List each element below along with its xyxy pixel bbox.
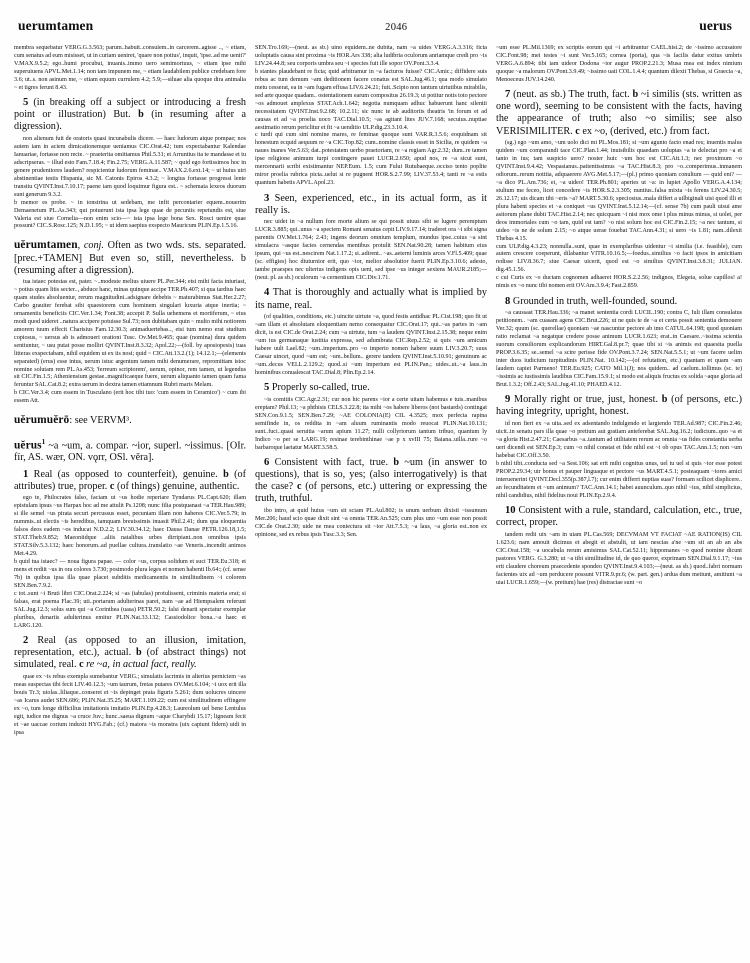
- sense-text: (in breaking off a subject or introducing a fresh point or illustration) But.: [14, 97, 246, 121]
- citation-block: id non fieri ex ~a uita..sed ex adsentando indulgendo et largiendo TER.Ad.987; CIC.Fin.2.46; uicit..in senatu pars illa quae ~o pretium aut gratiam anteferebat SAL.Jug.16.2; iudicium..quo ~a et ~a gloria Hist.2.47.21; Caesarbus ~a..tantum ad utilitatem rerum ac omnia ~us fides constantia uerba ueri dicendi est SEN.Ep.3; cum ~o nihil constat et fide nihil est ~i ob opus TAC.Ann.1.5; non ~um habebat CIC.Off.3.50.: [496, 421, 742, 459]
- citation-block: b stantes plaudebant re ficta; quid arbitramur in ~a facturos fuisse? CIC.Amic.; diffidere suis rebus ac tum demum ~am deditionem facere conatus est SAL.Jug.46.1; qua modo simulato metu cesserat, ea in ~am fugam effusa LIV.6.24.21; fuit..Scipio non tantum uirtutibus mirabilis, sed arte quoque quadam.. ostentationem earum compositus 26.19.3; ui potitur notis toto pectore ~os admouet amplexus STAT.Ach.1.642; negotia numquam adhuc habuerunt hanc silentii necessitatem QVINT.Inst.9.2.68; 10.2.11; sic nunc te ab auditoriis theatris 'in forum et ad causas et ad ~a proelia uoco TAC.Dial.10.5; ~as agitant lites JUV.7.168; secuius..nuptiae aestimatio rerum periclitur et fit ~a uenditio ULP.dig.23.3.10.4.: [255, 68, 487, 131]
- citation-block: tandem redii uix ~am in uiam PL.Cas.569; DECVMAM VT FACIAT ~AE RATION(IS) CIL 1.623.6; nam amouit dicimus et abegit et abstulit, ut iam nescias a'ne ~um sit an ab an abs CIC.Orat.158; ~a uocabula rerum amisimus SAL.Cat.52.11; hippomanes ~o quod nomine dicunt pastores VERG. G.3.280; ut ~a tibi similitudine id, de quo queror, exprimam SEN.Dial.9.1.17; ~ius erit claudere choreum praecedente spondeo QVINT.Inst.9.4.103;—(neut. as sb.) quod..fabri normam facientes uix ad ~um perducere possunt VITR.9.pr.6; (w. part. gen.) ardua dum metiunt, amittunt ~a uiai LUCR.1.659;—(w. pretium) hae (res) distractae sunt ~o: [496, 531, 742, 586]
- sense-number: 1: [23, 468, 29, 480]
- subsense-text: ex ~o, (derived, etc.) from fact.: [582, 125, 710, 137]
- sense-text: Grounded in truth, well-founded, sound.: [512, 295, 678, 307]
- sense-text: Consistent with a rule, standard, calculation, etc., true, correct, proper.: [496, 505, 742, 529]
- headword-comma: ,: [77, 240, 81, 252]
- sense-number: 3: [264, 192, 270, 204]
- headword-text: uĕrumuĕrō: [14, 414, 70, 427]
- dictionary-entry-headword: [14, 414, 246, 427]
- sense-number: 4: [264, 287, 270, 299]
- sense-text: Real (as opposed to counterfeit), genuine.: [33, 468, 218, 480]
- sense-entry: [14, 97, 246, 133]
- sense-entry: [14, 635, 246, 671]
- running-head-right: uerus: [699, 18, 732, 33]
- running-head: [18, 18, 732, 38]
- subsense-letter: b: [223, 468, 229, 480]
- subsense-letter: b: [136, 647, 142, 659]
- subsense-letter: b: [138, 109, 144, 121]
- page-number: 2046: [385, 22, 408, 33]
- sense-number: 7: [505, 89, 511, 101]
- citation-block: b nihil tibi..conducta sed ~a Sest.106; sat erit mihi cognitus unus, uel tu uel si quis ~ior esse potest PROP.2.29.34; uir bonus et pauper linguaque et pectore ~us MART.4.5.1; posteaquam ~iores amici interuenerint QVINT.Decl.355(p.387,l.7); cur enim differri nuptias suas? formam scilicet displicere.. an fecunditatem et ~um animum? TAC.Ann.14.1; habet auunculum..quo nihil ~ius, nihil simplicius, nihil candidius, nihil fidelius noui PLIN.Ep.2.9.4.: [496, 460, 742, 499]
- citation-block: (sg.) ego ~um amo, ~um uolo dici mi PL.Mos.181; si ~um agunto facto enad res; inuentis malus quidem ~um comparandi tace CIC.Plan.1.44; inuisibilis quaedam uoluptas ~a te delectat pro ~a et tanto in ius; tam suspicio uero? noster huic ~um hoc est CIC.Att.1.3; nec proximum ~o QVINT.Inst.9.4.42; Vespasianus..patientissimus ~a TAC.Hist.8.3; pro ~o..comperimus..inmanem odiorum..rerum notitia, adquaerere AVG.Met.5.17;—(pl.) primo quoniam conultum — quid eni? — ~a dico PL.Am.736; ei, ~a uideo! TER.Ph.801; aperies ut ~a: in lupiet Apollo VERG.A.4.134; stultum me feceo, licet concedere ~is HOR.S.2.3.305; nuntius..falsa mixta ~is ferens LIV.24.30.5; 26.12.17; uis dicam tibi ~eris ~a? MART.5.30.6; speciosius..mala differt a uilbiginali uisi quod illi et plura habent species et ~a coniquet ~us QVINT.Inst.5.12.14;—(cf. sense 7b) cum pauli uisui ame asitorum plane dubii TAC.Hist.2.14; nec quicquam ~i nisi mox ome i plus minus minus, si uolet, per deos immortales cum ~o tam, quid est tam? ~o nisi solum hoc est CIC.Fin.2.15; ~a nec tantum, si uideo ~is ne de solum 2.15; ~o atque uerae fouebat TAC.Ann.4.31; si uero ~is 1.81; nam..dilexit Thebas 4.15.: [496, 140, 742, 242]
- subsense-text: (in resuming after a digression).: [14, 109, 246, 133]
- citation-block: quae ex ~is rebus exempla sumebantur VERG.; simulatis lacrimis in alterius perniciem ~as meas suspectas tibi fecit LIV.40.12.3; ~um taurum, fretas putares OV.Met.6.104; ~i uox erit illa bouis Tr.3; uiolas..liliaque..conseret et ~is depinget prata figuris 5.261; dum uolucres uincere ~as Icarus audet SEN.686; PLIN.Nat.35.25; MART.1.109.22; cum est similitudinem effingere ex ~o, tum longe difficilius imitationis imitatio PLIN.Ep.4.28.3; Laureolum uel bene Lentulus egit, iudice me dignus ~a cruce Juv.; hunc..saeua dignum ~aque Charybdi 15.17; ligneam fecit et ~ae uaccae corium induxit HYG.Fab.; (cf.) maiora ~is monstra (uix capiunt fidem) uidi in ipsa: [14, 673, 246, 736]
- citation-block: non alienum fuit de oratoris quasi incunabulis dicere. — haec ludorum atque pompae; nos autem iam in aciem dimicationemque ueniamus CIC.Orat.42; tum expectabantur Kalendae Ianuariae, fortasse non recte. ~ praeterita omittamus Phil.5.31; et Arruntius ita te mandasse et tu adscripseras. ~ illud esto Fam.7.18.4; Fin.2.75; VERG.A.11.587; ~ quid ego fortissimos hoc in genere prudentiores laudem? respicientur ludorum feminae.. V.MAX.2.6.ext.14; ~ ut huius uiri abstinentiae testis Hispania, sic M. Catonis Epiros 4.3.2; ~ longius fortasse progressi lente transitu QVINT.Inst.7.10.17; paene iam quod loquimur figura est.. ~ schemata lexeos duorum sunt generum 9.3.2.: [14, 136, 246, 198]
- citation-block: ~is comitiis CIC.Agr.2.31; cur non hic parens ~ior a certe uitam habemus e tuis..manibus ereptam? Phil.13; ~a phthisis CELS.3.22.8; ita mihi ~os habere liberos (not bastards) contingat SEN.Con.9.1.5; SEN.Ben.7.29; ~AE COLONIA(E) CIL 4.3525; mox perfecta rapina semifinde in, os reddita in ~am aluum ruminantis modo reuocat PLIN.Nat.10.131; sunt..fuci..quasi seruitia ~arum apium 11.27; nulli collyriorum tantum tribuo, quantum ly Indico ~o per se LARG.19; resinae terebinthinae ~ae p x xvIII 75; Baiana..uilla..rure ~o barbaroque laetatur MART.3.58.5.: [255, 396, 487, 451]
- subsense-text: (of attributes) true, proper.: [14, 468, 246, 492]
- headword-text: uĕrus: [14, 438, 42, 451]
- citation-block: ~a caussast TER.Hau.336; ~a manet sententia cordi LUCIL.190; contra C, Iuli illam consulatus petitionem.. ~am cuasam agens CIC.Brut.226; ut ne quis te de ~a et certa possit sententia demouere Ver.32; quum (sc. querellae) quoniam ~ae nascuntur pectore ab imo CATUL.64.198; quod quoniam ratio reclamat ~a negatque credere posse animum LUCR.1.623; erat..in Caesare..~issima scientia suorum consiliorum explicandorum HIRT.Gal.8.pr.7; quae tibi si ~is animis est quaesita puella PROP.3.6.35; se..semel ~a scire perisse fide OV.Pont.3.7.24; SEN.Nat.5.5.1; ut ~um facere uelim inter duos iudicium turpitudinis PLIN.Nat. 10.142;—(of refutation, etc.) quantam et quam ~am laudem capiet Parmeno! TER.Eu.925; CATO Mil.1(J); nos quidem.. ad caelum..tollimus (sc. te) ~issimis ac iustissimis laudibus CIC.Fam.15.9.1; si modo est aliquis fructus ex solida ~aque gloria ad Brut.1.3.2; Off.2.43; SAL.Jug.41.10; PHAED.4.12.: [496, 310, 742, 388]
- sense-text: Morally right or true, just, honest.: [514, 394, 659, 406]
- citation-block: c cui Curis ex ~o ductam cognomen adhaeret HOR.S.2.2.56; indignos, Elegeia, solue capillos! a! nimis ex ~o nunc tibi nomen erit OV.Am.3.9.4; Fast.2.859.: [496, 275, 742, 290]
- sense-number: 5: [264, 382, 270, 394]
- running-head-left: uerumtamen: [18, 18, 94, 33]
- citation-block: b memor es probe. ~ in tonstrina ut sedebam, me infit percontarier equem..nouerim Demaenetum PL.As.343; qui potuerunt ista ipsa lege quae de pecuniis repetundis est, siue Valeria est siue Cornelia—non enim scio—~ ista ipsa lege bona Sex. Rosci uenire quae possunt? CIC.S.Rosc.125; N.D.1.95; ~ ut idem saepius exspecto Mauricum PLIN.Ep.1.5.16.: [14, 199, 246, 230]
- subsense-text: (of abstract things) not simulated, real.: [14, 647, 246, 671]
- cross-reference: : see VERVM³.: [69, 415, 132, 427]
- citation-block: (of qualities, conditions, etc.) uincite uirtute ~a, quod festis antidhac PL.Cist.198; quo fit ut ~am illam et absolutam eloquentiam nemo consequatur CIC.Orat.17; qui..~as partes in ~am dicit, is est CIC.de Orat.2.24; cum ~a uirtute, tum ~a laudem QVINT.Inst.2.15.38; neque enim ~um ius germanaque iustitia expressa, sed adumbrata CIC.Rep.2.52; si quis ~um amicum habere uult Lael.82; ~um..imperium..pro ~o imperio nomen habere suum LIV.3.20.7; suus Caesar uincet, quod ~um est; ~um..bellum.. gerere tandem QVINT.Inst.5.10.91; genuinum ac ~um..decus VELL.2.129.2; quod..si ~um imperium est PLIN.Pan.; uides..ut..~a laus..in hominibus conualescat TAC.Dial.8; Plin.Ep.2.14.: [255, 314, 487, 376]
- citation-block: tua istaec potestas est, pater. ~..modeste melius uiuere PL.Per.344; etsi mihi facta iniuriast, ~ potius quam litis secter.., abduce hanc, minas quinque accipe TER.Ph.407; si qua tardius haec quam studes absoluentur, rerum magnitudini..adsignare debebis ~ maturabimus Stat.Her.2.27; Carbo grauiter ferebat sibi quaestorem cum hominem singulari luxuria atque inertia; ~ ornamentis beneficiis CIC.Ver.1.34; Font.38; accepit P. Sulla uehemens et mortiferum, ~ eius modi quod uideret ..natura accipere potuisse Sul.73; non dubitabam quin ~ multo mihi notiorem amorem tuum effecit Charisius Fam.12.30.3; animaduertebas.., etsi tum nemo erat studium copiosus, ~ uersus ab is admoueri orationi Tusc. Ov.Met.9.465; quae (nomina) dura quidem sentiuntur, ~ usu putat posse molliri QVINT.Inst.8.3.32; Apol.22;—(foll. by aposiopesis) tuas litteras exspectabam, nihil equidem ut ex iis nosi; quid ~ CIC.Att.13.2.(1); 14.12.1;—(elements separated) (erus) esse intus, uerum istuc argentum tamen mihi denumerare, repromittam istoc nomine solutam rem PL.As.453; 'ferreum scriptorem', uerum, opinor, rem tamen, ut legendus sit CIC.Fin.1.5; Atheniensium gestae..magnificaeque fuere, uerum aliquanto tamen quam fama feruntur SAL.Cat.8.2; extra uerum in dextra tamen etiamnum Rubri maris Melam.: [14, 279, 246, 389]
- headword-text: uĕrumtamen: [14, 239, 78, 252]
- citation-block: b CIC.Ver.3.4; cum essem in Tusculano (erit hoc tibi tuo: 'cum essem in Ceramico') ~ cum ibi essem Att.: [14, 390, 246, 405]
- subsense-text: ~um (in answer to questions), that is so, yes; (also interrogatively) is that the case?: [255, 457, 487, 493]
- sense-entry: [255, 457, 487, 505]
- citation-block: nec uidet in ~a nullum fore morte alium se qui possit uiuus sibi se lugere peremptum LUCR.3.885; qui..unus ~a speciem Romani senatus cepit LIV.9.17.14; traderet ora ~i sibi signa parentis OV.Met.1.764; 2.43; ingens deorum omnium templum, mundus ipse..cuius ~a sint simulacra ~asque facies cernendas mentibus protulit SEN.Nat.90.28; tamen habitum eius ipsum, qui ~us est..nescirem Nat.1.17.2; si..adirent.. ~as..aeterni luminis arces V.Fl.5.409; quae (sc. effigies) hoc diuturnior erit, quo ~ior, melior absolutior fuerit PLIN.Ep.3.10.6; adesto, iambe praespes nec ulterius indigens opis ueni, sed ipse ~us integer sexiens MAUR.2185;—(neut. pl. as sb.) oculorum ~a cernentium CIC.Div.1.71.: [255, 219, 487, 282]
- subsense-letter: b: [661, 394, 668, 406]
- sense-entry: [255, 382, 487, 394]
- subsense-letter: b: [393, 457, 400, 469]
- sense-text: (neut. as sb.) The truth, fact.: [513, 89, 630, 101]
- citation-block: membra sequebatur VERG.G.3.563; parum..habuit..consulem..in carcerem..agisse .., ~ etiam, cum senatus ad eum misisset, ut in curiam ueniret, 'quare non potius', inquit, 'ipse..ad me uenit?' V.MAX.9.5.2; ego..humi procubui, inuanis..immo uero semimortuus, ~ etiam ipse mihi superuiuens APVL.Met.1.14; non tam impunem me, ~ etiam laudabilem publice credebam fore 3.6; ut..s. non asinum me, ~ etiam equum currulem 4.2; 5.9;—siluae alia quoque dira animalia ~ et tigres ferunt 8.43.: [14, 45, 246, 91]
- dictionary-entry-headword: [14, 239, 246, 277]
- sense-text: Real (as opposed to an illusion, imitation, representation, etc.), actual.: [14, 635, 246, 659]
- sense-text: Seen, experienced, etc., in its actual form, as it really is.: [255, 192, 487, 216]
- part-of-speech: conj.: [83, 240, 104, 252]
- column-2: [255, 45, 487, 963]
- sense-text: Properly so-called, true.: [271, 382, 370, 394]
- citation-block: cum ULP.dig.4.3.23; nonnulla..sunt, quae in exemplaribus uidentur ~i similia (i.e. feasible), cum autem crescere coeperunt, dilabantur VITR.10.16.5;—foedus..similius ~o facit ipsos in amicitiam redisse LIV.8.36.7; siue Caesar uicerit, quod est ~o similius QVINT.Inst.3.8.31; JULIAN. dig.45.1.56.: [496, 243, 742, 274]
- sense-entry: [496, 89, 742, 137]
- subsense-text: (of persons, etc.) uttering or expressing the truth, truthful.: [255, 481, 487, 505]
- dictionary-entry-headword: [14, 436, 246, 465]
- subsense-text: re ~a, in actual fact, really.: [86, 659, 197, 671]
- citation-block: c turdi qui cum sint nomine mares, re feminae quoque sunt VAR.R.3.5.6; eoquidnam sit honestum ecquid aequum re ~a CIC.Top.82; cum..nomine classis esset in Sicilia, re quidem ~a naues inanes Ver.5.63; dat..potestatem uerbo praetoriam, re ~a regiam Agr.2.32; dum..re tamen ipse religione animum turpi contingere pauet LUCR.2.650; apud nos, re ~a sicut sunt, mercennarii scribi existimantur NEP.Eum. 1.5; cum Fului Rutubaeque..occiso tento poplite miror proelia rubrica picta..uelut si re pugnent HOR.S.2.7.99; LIV.37.53.4; tanti re ~a estis quantum habetis APVL.Apol.23.: [255, 132, 487, 187]
- sense-entry: [496, 296, 742, 308]
- sense-entry: [496, 505, 742, 529]
- citation-block: ibo intro, at quid huius ~um sit sciam PL.Aul.802; is unum uerbum dixisti ~issumum Mer.206; haud scio quae dixit sint ~a omnia TER.An.525; cum plus uno ~um esse non possit CIC.de Orat.2.30; uide ne mea coniectura sit ~ior Att.7.5.3; ~a laus, ~a gloria est..non ex opinione, sed ex rebus ipsis Tusc.3.3; Sen.: [255, 507, 487, 538]
- citation-block: c tot..sunt ~i Bruti libri CIC.Orat.2.224; si ~as (tabulas) protulissent, criminis materia erat; si falsas, erat poema Flac.39; uti..portarum adulterinas paret, nam ~ae ad Hiempsalem referunt SAL.Jug.12.3; solus sum qui ~a Corinthea (uasa) PETR.50.2; falsi denarii spectatur exemplar pluribus, denariis adulterinus emitur PLIN.Nat.33.132; Cassiodolice bona..~a haec et LARG.120.: [14, 590, 246, 629]
- definition-text: Often as two wds. sts. separated. [prec.+TAMEN] But even so, still, nevertheless.: [14, 240, 246, 264]
- column-1: [14, 45, 246, 963]
- sense-entry: [496, 394, 742, 418]
- subsense-letter: c: [575, 125, 580, 137]
- sense-text: That is thoroughly and actually what is implied by its name, real.: [255, 287, 487, 311]
- column-container: [14, 45, 742, 963]
- sense-number: 10: [505, 505, 516, 517]
- column-3: [496, 45, 742, 963]
- subsense-text: (of things) genuine, authentic.: [116, 480, 240, 492]
- citation-block: ego te, Philocrates falso, faciam ut ~us hodie reperiare Tyndarus PL.Capt.620; illam epistulam ipsus ~us Harpax hoc ad me attulit Ps.1208; nunc filia postquanast ~a TER.Hau.989; si ille semel ~us pirata securi percussus esset, pecuniam illam non haberes CIC.Ver.5.79; in nummis..ui electis ~is heredibus, tamquam breuissimis inuasit Phil.2.41; dum qua eloquentia falsos deos eadem ~os inducat N.D.2.2; LIV.30.34.12; haec Dausa Danae PETR.126.18,1.5; STAT.Theb.9.852; Maeoniidque ..aliis natalibus urbes dirripiant..non omnibus ipsis STAT.Silv.5.3.132; haec honorum..ad puellae cultura..translatio ~ae Veneris..incendit animos Met.4.29.: [14, 495, 246, 558]
- citation-block: b quid tua istaec? — noua figura papae. — color ~us, corpus solidum et suci TER.Eu.318; et mens et rediit ~us in ora colores 3.730; postmodo plura leges et nomen habenti Ib.64:; (cf. sense 7b) in quibus ipsa illa quae placet subditis medicamentis in similitudinem ~i colorem SEN.Ben.7.9.2.: [14, 559, 246, 589]
- citation-block: SEN.Tro.169;—(neut. as sb.) uino equidem..ne dubita, nam ~a uides VERG.A.3.316; ficta uoluptatis causa sint proxima ~is HOR.Ars 338; alia ludibria oculorum anriamque credi pro ~is LIV.24.44.8; seu corporis umbra seu ~i species fuit ille sopor OV.Pont.3.3.4.: [255, 45, 487, 67]
- subsense-letter: c: [109, 480, 115, 492]
- sense-number: 5: [23, 97, 29, 109]
- sense-number: 6: [264, 457, 270, 469]
- sense-entry: [255, 287, 487, 311]
- sense-entry: [255, 193, 487, 217]
- subsense-letter: b: [632, 89, 639, 101]
- sense-number: 8: [505, 295, 511, 307]
- sense-text: Consistent with fact, true.: [274, 457, 388, 469]
- sense-number: 9: [505, 394, 511, 406]
- subsense-letter: b: [240, 252, 246, 264]
- sense-number: 2: [23, 635, 29, 647]
- citation-block: ~um esse PL.Mil.1369; ex scriptis eorum qui ~i arbitrantur CAEL.hist.2; de ~issimo accusatore CIC.Font.98; mei testes ~i sunt Ver.5.165; cornea (porta), qua ~is facilis datur exitus umbris VERG.A.6.894; tibi iam uideor Dodona ~ior augur PROP.2.21.3; Musa mea est index nimium quoque ~a malorum OV.Pont.3.9.49; ~issimo uati COL.1.4.4; quantum dilexit Thebas, si Graecia ~a, Menoeceus JUV.14.240.: [496, 45, 742, 83]
- sense-entry: [14, 469, 246, 493]
- homograph-number: 1: [41, 437, 46, 446]
- subsense-text: (of persons, etc.) having integrity, upright, honest.: [496, 394, 742, 418]
- subsense-letter: c: [79, 659, 84, 671]
- subsense-text: (resuming after a digression).: [14, 264, 134, 276]
- inflection-forms: ~a ~um, a. compar. ~ior, superl. ~issimus.: [48, 439, 224, 451]
- subsense-text: ~i similis (sts. written as one word), seeming to be consistent with the facts, having the appearance of truth; also ~o similis; see also VERISIMILITER.: [496, 89, 742, 137]
- etymology: [OIr. fír, AS. wær, ON. vǫrr, OSl. věra].: [14, 439, 246, 464]
- subsense-letter: c: [296, 481, 302, 493]
